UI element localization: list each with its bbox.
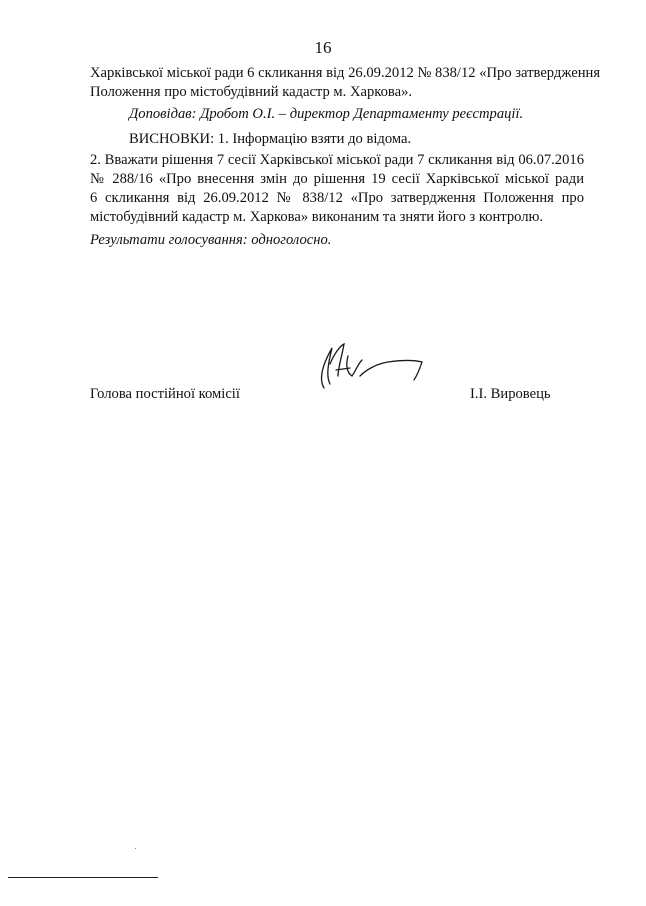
- chairman-name: І.І. Вировець: [470, 386, 551, 402]
- paragraph-decision-line-4: містобудівний кадастр м. Харкова» виконаним та зняти його з контролю.: [90, 209, 544, 225]
- bottom-rule: [8, 877, 158, 878]
- handwritten-signature: [310, 340, 430, 392]
- reporter-line: Доповідав: Дробот О.І. – директор Департаменту реєстрації.: [129, 106, 524, 122]
- voting-results: Результати голосування: одноголосно.: [90, 232, 332, 248]
- paragraph-intro-line-1: Харківської міської ради 6 скликання від 26.09.2012 № 838/12 «Про затвердження: [90, 65, 601, 81]
- page-number: 16: [314, 38, 332, 57]
- paragraph-decision-line-3: 6 скликання від 26.09.2012 № 838/12 «Про затвердження Положення про: [90, 190, 584, 206]
- conclusions-line: ВИСНОВКИ: 1. Інформацію взяти до відома.: [129, 131, 412, 147]
- paragraph-decision: [90, 151, 584, 227]
- chairman-title: Голова постійної комісії: [90, 386, 240, 402]
- paragraph-intro-line-2: Положення про містобудівний кадастр м. Харкова».: [90, 84, 413, 100]
- paragraph-decision-line-2: № 288/16 «Про внесення змін до рішення 19 сесії Харківської міської ради: [90, 171, 584, 187]
- scan-speck: [135, 848, 136, 849]
- paragraph-intro: [90, 64, 601, 102]
- paragraph-decision-line-1: 2. Вважати рішення 7 сесії Харківської міської ради 7 скликання від 06.07.2016: [90, 152, 584, 168]
